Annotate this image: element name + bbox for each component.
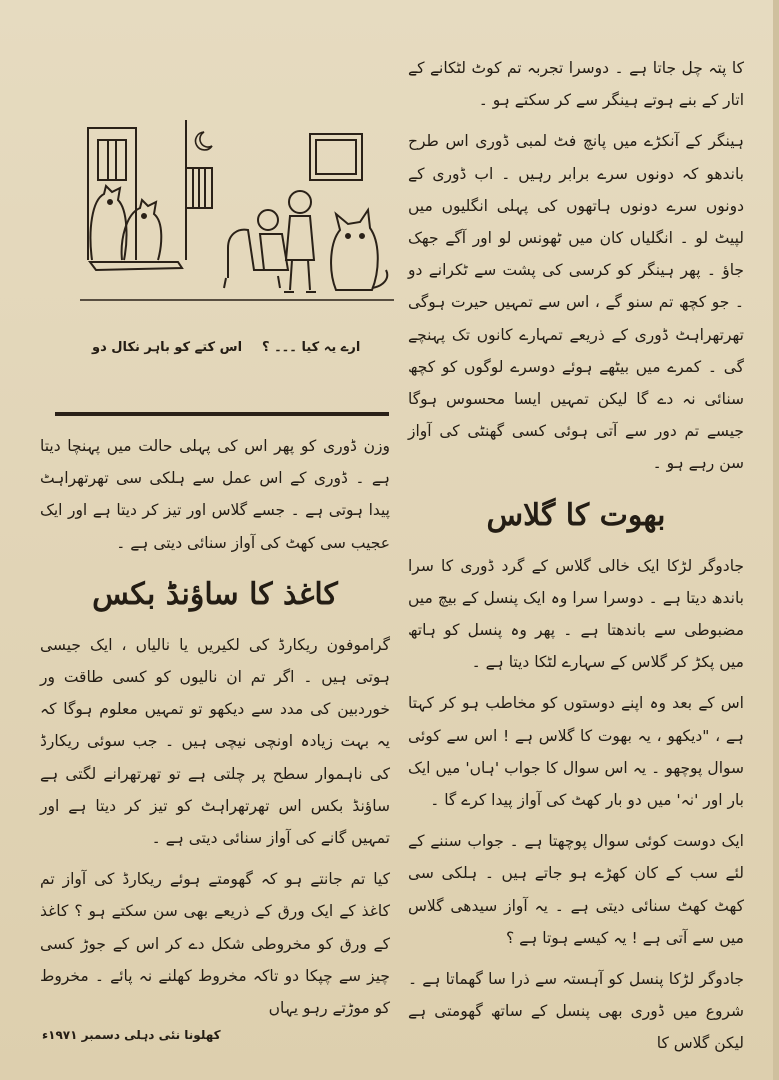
- cartoon-illustration: [78, 110, 396, 325]
- paragraph: اس کے بعد وہ اپنے دوستوں کو مخاطب ہو کر کہتا ہے ، "دیکھو ، یہ بھوت کا گلاس ہے ! اس سے کوئی سوال پوچھو ۔ یہ اس سوال کا جواب 'ہاں' میں ایک بار اور 'نہ' میں دو بار کھٹ کی آواز پیدا کرے گا ۔: [408, 694, 744, 810]
- page-edge: [773, 0, 779, 1080]
- left-column: [40, 430, 390, 1024]
- paragraph: وزن ڈوری کو پھر اس کی پہلی حالت میں پہنچا دیتا ہے ۔ ڈوری کے اس عمل سے ہلکی سی تھرتھراہٹ پیدا ہوتی ہے ۔ جسے گلاس اور تیز کر دیتا ہے اور ایک عجیب سی کھٹ کی آواز سنائی دیتی ہے ۔: [40, 437, 390, 552]
- paragraph: جادوگر لڑکا ایک خالی گلاس کے گرد ڈوری کا سرا باندھ دیتا ہے ۔ دوسرا سرا وہ ایک پنسل کے بیچ میں مضبوطی سے باندھتا ہے ۔ پھر وہ پنسل کو ہاتھ میں پکڑ کر گلاس کے سہارے لٹکا دیتا ہے ۔: [408, 556, 744, 672]
- paragraph: جادوگر لڑکا پنسل کو آہستہ سے ذرا سا گھماتا ہے ۔ شروع میں ڈوری بھی پنسل کے ساتھ گھومتی ہے لیکن گلاس کا: [408, 970, 744, 1053]
- section-heading-paper-soundbox: کاغذ کا ساؤنڈ بکس: [92, 576, 338, 612]
- page-footer: کھلونا نئی دہلی دسمبر ۱۹۷۱ء: [42, 1028, 221, 1042]
- section-divider: [55, 412, 389, 416]
- cartoon-caption-right: ارے یہ کیا ۔۔۔ ؟: [262, 340, 361, 355]
- paragraph: کا پتہ چل جاتا ہے ۔ دوسرا تجربہ تم کوٹ لٹکانے کے اتار کے بنے ہوتے ہینگر سے کر سکتے ہو ۔: [408, 59, 744, 110]
- paragraph: ہینگر کے آنکڑے میں پانچ فٹ لمبی ڈوری اس طرح باندھو کہ دونوں سرے برابر رہیں ۔ اب ڈوری کے دونوں سرے دونوں ہاتھوں کی پہلی انگلیوں میں لپیٹ لو ۔ انگلیاں کان میں ٹھونس لو اور آگے جھک جاؤ ۔ پھر ہینگر کو کرسی کی پشت سے ٹکرانے دو ۔ جو کچھ تم سنو گے ، اس سے تمہیں حیرت ہوگی تھرتھراہٹ ڈوری کے ذریعے تمہارے کانوں تک پہنچے گی ۔ کمرے میں بیٹھے ہوئے دوسرے لوگوں کو کچھ سنائی نہ دے گا لیکن تمہیں ایسا محسوس ہوگا جیسے تم دور سے آتی ہوئی کسی گھنٹی کی آواز سن رہے ہو ۔: [408, 132, 744, 473]
- cartoon-caption-left: اس کتے کو باہر نکال دو: [92, 340, 243, 355]
- paragraph: کیا تم جانتے ہو کہ گھومتے ہوئے ریکارڈ کی آواز تم کاغذ کے ایک ورق کے ذریعے بھی سن سکتے ہو ؟ کاغذ کے ورق کو مخروطی شکل دے کر اس کے جوڑ کسی چیز سے چپکا دو تاکہ مخروط کھلنے نہ پائے ۔ مخروط کو موڑتے رہو یہاں: [40, 870, 390, 1018]
- paragraph: گراموفون ریکارڈ کی لکیریں یا نالیاں ، ایک جیسی ہوتی ہیں ۔ اگر تم ان نالیوں کو کسی طاقت ور خوردبین کی مدد سے دیکھو تو تمہیں معلوم ہوگا کہ یہ بہت زیادہ اونچی نیچی ہیں ۔ جب سوئی ریکارڈ کی ناہموار سطح پر چلتی ہے تو تھرتھرانے لگتی ہے ساؤنڈ بکس اس تھرتھراہٹ کو تیز کر دیتا ہے اور تمہیں گانے کی آواز سنائی دیتی ہے ۔: [40, 635, 390, 848]
- right-column: [408, 52, 744, 1060]
- section-heading-ghost-glass: بھوت کا گلاس: [486, 497, 666, 533]
- paragraph: ایک دوست کوئی سوال پوچھتا ہے ۔ جواب سننے کے لئے سب کے کان کھڑے ہو جاتے ہیں ۔ ہلکی سی کھٹ کھٹ سنائی دیتی ہے ۔ یہ آواز سیدھی گلاس میں سے آتی ہے ! یہ کیسے ہوتا ہے ؟: [408, 832, 744, 947]
